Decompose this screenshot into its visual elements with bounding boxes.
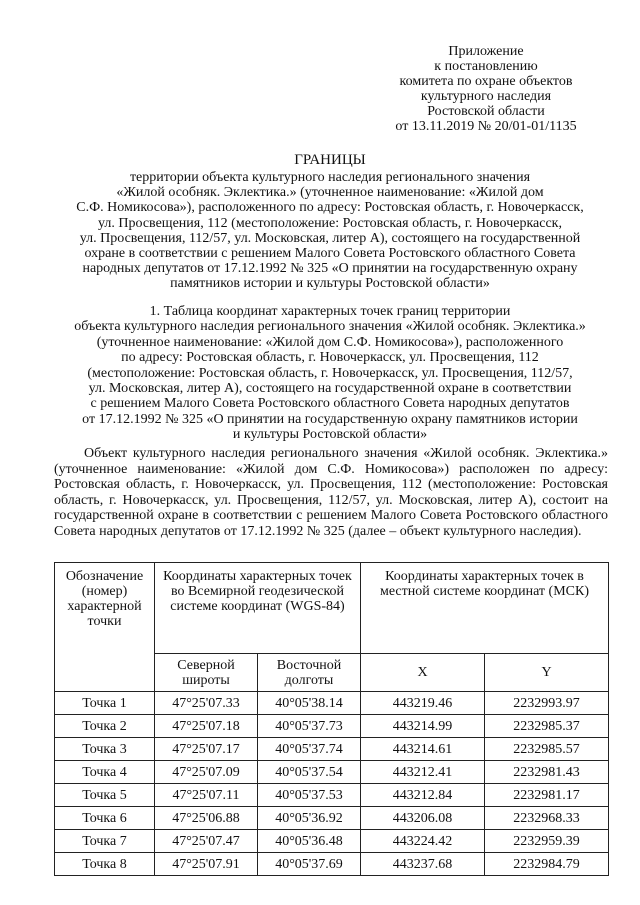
appendix-line: от 13.11.2019 № 20/01-01/1135	[395, 119, 577, 134]
section-line: и культуры Ростовской области»	[232, 427, 428, 443]
appendix-line: Приложение	[448, 44, 524, 59]
section-line: (местоположение: Ростовская область, г. Новочеркасск, ул. Просвещения, 112/57,	[87, 365, 573, 381]
subtitle-line: ул. Просвещения, 112 (местоположение: Ростовская область, г. Новочеркасск,	[98, 215, 562, 231]
cell-point: Точка 7	[55, 830, 155, 853]
cell-x: 443224.42	[361, 830, 485, 853]
section-line: ул. Московская, литер А), состоящего на государственной охране в соответствии	[88, 381, 572, 397]
table-row	[55, 853, 609, 876]
section-line: объекта культурного наследия регионального значения «Жилой особняк. Эклектика.»	[74, 319, 586, 335]
section-line: (уточненное наименование: «Жилой дом С.Ф. Номикосова»), расположенного	[96, 334, 564, 350]
cell-longitude: 40°05'37.74	[258, 738, 361, 761]
cell-latitude: 47°25'06.88	[155, 807, 258, 830]
table-row	[55, 830, 609, 853]
section-heading	[40, 304, 620, 443]
header-y: Y	[485, 654, 609, 692]
subtitle-line: народных депутатов от 17.12.1992 № 325 «О принятии на государственную охрану	[82, 261, 578, 277]
appendix-line: комитета по охране объектов	[399, 74, 573, 89]
subtitle-line: охране в соответствии с решением Малого Совета Ростовского областного Совета	[84, 246, 576, 262]
cell-x: 443212.84	[361, 784, 485, 807]
header-wgs84: Координаты характерных точек во Всемирной геодезической системе координат (WGS-84)	[155, 563, 361, 654]
cell-point: Точка 6	[55, 807, 155, 830]
cell-longitude: 40°05'37.73	[258, 715, 361, 738]
appendix-line: Ростовской области	[427, 104, 545, 119]
cell-y: 2232984.79	[485, 853, 609, 876]
cell-longitude: 40°05'36.48	[258, 830, 361, 853]
header-north-latitude: Северной широты	[155, 654, 258, 692]
cell-latitude: 47°25'07.17	[155, 738, 258, 761]
header-point-designation: Обозначение (номер) характерной точки	[55, 563, 155, 692]
cell-point: Точка 1	[55, 692, 155, 715]
header-msk: Координаты характерных точек в местной системе координат (МСК)	[361, 563, 609, 654]
cell-longitude: 40°05'37.53	[258, 784, 361, 807]
table-row	[55, 692, 609, 715]
subtitle-line: «Жилой особняк. Эклектика.» (уточненное наименование: «Жилой дом	[116, 185, 544, 201]
cell-x: 443214.61	[361, 738, 485, 761]
cell-y: 2232985.37	[485, 715, 609, 738]
cell-x: 443219.46	[361, 692, 485, 715]
cell-x: 443214.99	[361, 715, 485, 738]
cell-latitude: 47°25'07.09	[155, 761, 258, 784]
subtitle-line: памятников истории и культуры Ростовской области»	[170, 276, 490, 292]
coordinates-table	[54, 562, 609, 876]
cell-y: 2232981.43	[485, 761, 609, 784]
document-title: ГРАНИЦЫ	[294, 152, 366, 168]
cell-y: 2232959.39	[485, 830, 609, 853]
cell-y: 2232985.57	[485, 738, 609, 761]
table-row	[55, 807, 609, 830]
subtitle-line: С.Ф. Номикосова»), расположенного по адресу: Ростовская область, г. Новочеркасск,	[76, 200, 584, 216]
cell-longitude: 40°05'37.69	[258, 853, 361, 876]
table-row	[55, 761, 609, 784]
cell-y: 2232993.97	[485, 692, 609, 715]
appendix-block	[360, 44, 612, 134]
cell-latitude: 47°25'07.47	[155, 830, 258, 853]
cell-point: Точка 8	[55, 853, 155, 876]
subtitle-line: территории объекта культурного наследия регионального значения	[129, 170, 531, 185]
section-line: 1. Таблица координат характерных точек границ территории	[149, 304, 511, 319]
section-line: с решением Малого Совета Ростовского областного Совета народных депутатов	[90, 396, 570, 412]
cell-point: Точка 5	[55, 784, 155, 807]
appendix-line: культурного наследия	[420, 89, 552, 104]
cell-latitude: 47°25'07.18	[155, 715, 258, 738]
section-line: от 17.12.1992 № 325 «О принятии на государственную охрану памятников истории	[82, 411, 578, 427]
cell-point: Точка 4	[55, 761, 155, 784]
cell-point: Точка 2	[55, 715, 155, 738]
body-paragraph: Объект культурного наследия регионального значения «Жилой особняк. Эклектика.» (уточненное наименование: «Жилой дом С.Ф. Номикосова») расположен по адресу: Ростовская область, г. Новочеркасск, ул. Просвещения, 112 (местоположение: Ростовская область, г. Новочеркасск, ул. Просвещения, 112/57, ул. Московская, литер А), состоит на государственной охране в соответствии с решением Малого Совета Ростовского областного Совета народных депутатов от 17.12.1992 № 325 (далее – объект культурного наследия).	[54, 446, 608, 539]
cell-longitude: 40°05'37.54	[258, 761, 361, 784]
cell-latitude: 47°25'07.11	[155, 784, 258, 807]
cell-y: 2232968.33	[485, 807, 609, 830]
subtitle-line: ул. Просвещения, 112/57, ул. Московская, литер А), состоящего на государственной	[79, 230, 581, 246]
table-row	[55, 784, 609, 807]
document-subtitle	[40, 170, 620, 292]
cell-point: Точка 3	[55, 738, 155, 761]
header-x: X	[361, 654, 485, 692]
cell-x: 443237.68	[361, 853, 485, 876]
table-row	[55, 738, 609, 761]
cell-latitude: 47°25'07.33	[155, 692, 258, 715]
cell-x: 443212.41	[361, 761, 485, 784]
header-east-longitude: Восточной долготы	[258, 654, 361, 692]
cell-x: 443206.08	[361, 807, 485, 830]
cell-y: 2232981.17	[485, 784, 609, 807]
cell-latitude: 47°25'07.91	[155, 853, 258, 876]
appendix-line: к постановлению	[434, 59, 538, 74]
cell-longitude: 40°05'38.14	[258, 692, 361, 715]
cell-longitude: 40°05'36.92	[258, 807, 361, 830]
section-line: по адресу: Ростовская область, г. Новочеркасск, ул. Просвещения, 112	[121, 350, 539, 366]
table-row	[55, 715, 609, 738]
